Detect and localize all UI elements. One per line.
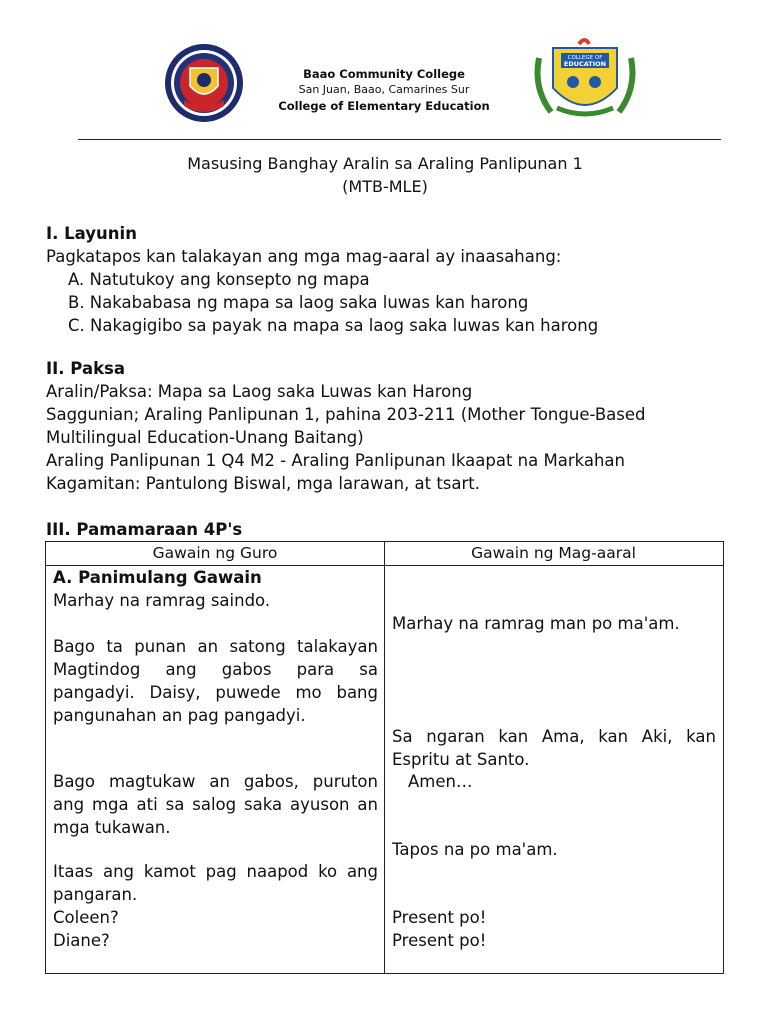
column-header-guro: Gawain ng Guro (152, 544, 278, 562)
paksa-heading: II. Paksa (46, 359, 126, 378)
objective-item: B. Nakababasa ng mapa sa laog saka luwas kan harong (68, 293, 529, 312)
title-line-2: (MTB-MLE) (342, 177, 428, 196)
guro-section-title: A. Panimulang Gawain (53, 568, 262, 587)
baao-community-college-seal-icon (160, 42, 248, 124)
section-layunin (46, 222, 598, 337)
college-of-education-crest-icon (531, 38, 639, 124)
guro-seating-block: Bago magtukaw an gabos, puruton ang mga ati sa salog saka ayuson an mga tukawan. (53, 772, 378, 837)
guro-student-name: Diane? (53, 931, 110, 950)
magaaral-present-reply: Present po! (392, 908, 487, 927)
magaaral-amen: Amen… (408, 772, 473, 791)
paksa-line: Kagamitan: Pantulong Biswal, mga larawan, at tsart. (46, 474, 481, 493)
guro-student-name: Coleen? (53, 908, 119, 927)
svg-text:COLLEGE OF: COLLEGE OF (567, 55, 603, 61)
section-paksa (46, 357, 646, 495)
paksa-line: Multilingual Education-Unang Baitang) (46, 428, 364, 447)
college-name: College of Elementary Education (278, 99, 490, 113)
magaaral-prayer-reply: Sa ngaran kan Ama, kan Aki, kan Espritu at Santo. (392, 727, 716, 769)
school-name: Baao Community College (303, 67, 465, 81)
magaaral-done-reply: Tapos na po ma'am. (392, 840, 558, 859)
school-address: San Juan, Baao, Camarines Sur (298, 83, 470, 96)
magaaral-present-reply: Present po! (392, 931, 487, 950)
column-header-magaaral: Gawain ng Mag-aaral (471, 544, 636, 562)
guro-greeting: Marhay na ramrag saindo. (53, 591, 271, 610)
guro-prayer-block: Bago ta punan an satong talakayan Magtindog ang gabos para sa pangadyi. Daisy, puwede mo bang pangunahan an pag pangadyi. (53, 637, 378, 725)
layunin-intro: Pagkatapos kan talakayan ang mga mag-aaral ay inaasahang: (46, 247, 562, 266)
document-title (80, 152, 690, 198)
table-column-divider (384, 542, 385, 973)
paksa-line: Saggunian; Araling Panlipunan 1, pahina 203-211 (Mother Tongue-Based (46, 405, 646, 424)
section-pamamaraan (46, 518, 242, 541)
pamamaraan-heading: III. Pamamaraan 4P's (46, 520, 243, 539)
paksa-line: Araling Panlipunan 1 Q4 M2 - Araling Panlipunan Ikaapat na Markahan (46, 451, 625, 470)
lesson-procedure-table (45, 541, 724, 974)
svg-text:EDUCATION: EDUCATION (563, 60, 607, 68)
guro-attendance-block: Itaas ang kamot pag naapod ko ang pangaran. (53, 862, 378, 904)
header-divider (78, 139, 721, 140)
objective-item: C. Nakagigibo sa payak na mapa sa laog saka luwas kan harong (68, 316, 599, 335)
title-line-1: Masusing Banghay Aralin sa Araling Panlipunan 1 (187, 154, 583, 173)
layunin-heading: I. Layunin (46, 224, 137, 243)
paksa-line: Aralin/Paksa: Mapa sa Laog saka Luwas kan Harong (46, 382, 473, 401)
magaaral-greeting-reply: Marhay na ramrag man po ma'am. (392, 614, 680, 633)
objective-item: A. Natutukoy ang konsepto ng mapa (68, 270, 370, 289)
